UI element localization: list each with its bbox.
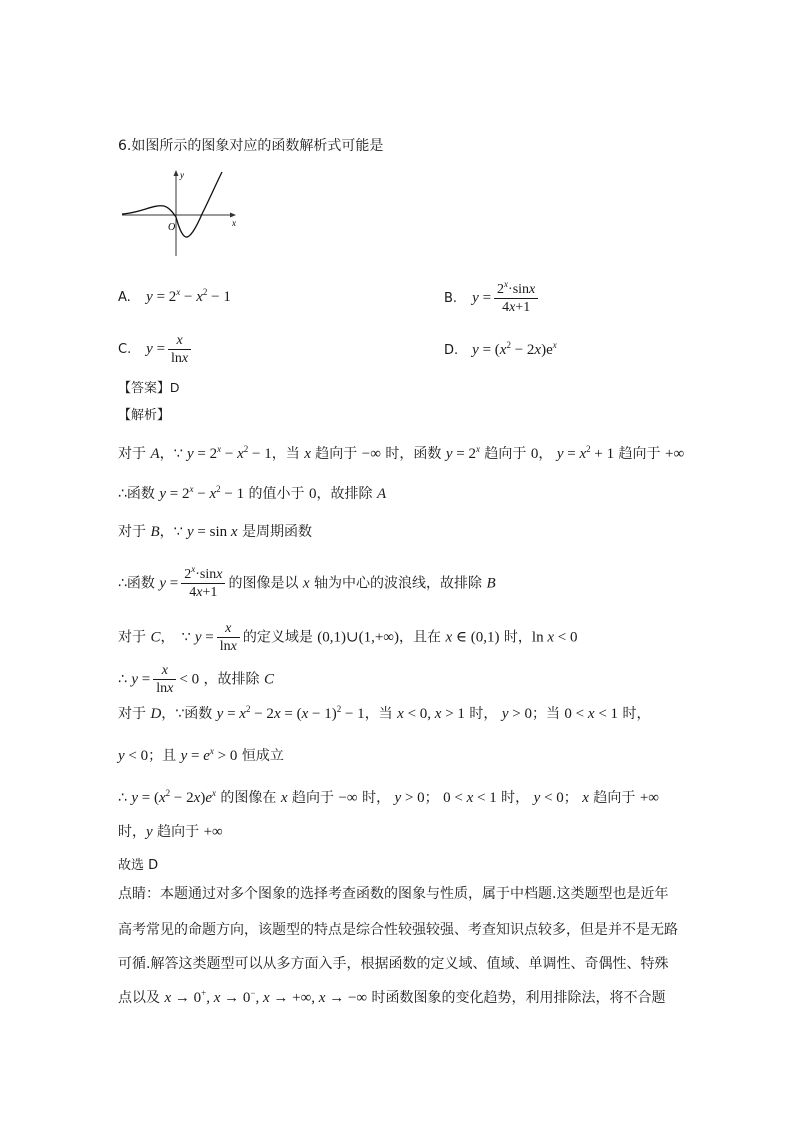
analysis-conclusion: 故选 D [118, 858, 159, 873]
option-d-formula: $y = (x^2 - 2x)e^x$ [472, 340, 557, 358]
answer [118, 378, 179, 399]
analysis-line-d4: 时，y 趋向于 +∞ [118, 824, 223, 840]
origin-label: O [168, 222, 176, 233]
y-axis-label: y [180, 170, 184, 180]
analysis-line-c1: 对于 C， ∵ y = $\frac{x}{\ln x}$ 的定义域是 (0,1)∪(1,+∞)，且在 x ∈ (0,1) 时，ln x < 0 [118, 621, 578, 654]
y-axis-arrow [174, 170, 179, 176]
option-a-formula: $y = 2^x - x^2 - 1$ [146, 287, 231, 305]
x-axis-label: x [232, 218, 236, 228]
option-a-label: A. [118, 290, 131, 305]
analysis-line-d3: ∴ $y = (x^2 - 2x)e^x$ 的图像在 x 趋向于 −∞ 时， y > 0； 0 < x < 1 时， y < 0； x 趋向于 +∞ [118, 788, 659, 806]
analysis-line-d1: 对于 D，∵函数 $y = x^2 - 2x = (x - 1)^2 - 1$，当 x < 0, x > 1 时， y > 0；当 0 < x < 1 时， [118, 704, 651, 722]
analysis-line-a2: ∴函数 $y = 2^x - x^2 - 1$ 的值小于 0，故排除 A [118, 484, 387, 502]
option-c [118, 332, 194, 367]
comment-line-3: 可循.解答这类题型可以从多方面入手，根据函数的定义域、值域、单调性、奇偶性、特殊 [118, 956, 669, 972]
analysis-line-c2: ∴ y = $\frac{x}{\ln x}$ < 0 ，故排除 C [118, 663, 274, 696]
analysis-line-b1: 对于 B，∵ y = sin x 是周期函数 [118, 524, 312, 540]
option-c-label: C. [118, 341, 132, 357]
analysis-tag: 【解析】 [118, 408, 171, 423]
option-b [444, 281, 541, 316]
answer-tag: 【答案】 [118, 381, 171, 396]
question-title: 6.如图所示的图象对应的函数解析式可能是 [118, 138, 384, 154]
option-d [444, 340, 557, 361]
x-axis-arrow [230, 213, 236, 218]
analysis-line-b2: ∴函数 y = $\frac{2^x\cdot\sin x}{4x+1}$ 的图像是以 x 轴为中心的波浪线，故排除 B [118, 564, 496, 600]
analysis-line-a1: 对于 A，∵ $y = 2^x - x^2 - 1$，当 x 趋向于 −∞ 时，函数 $y = 2^x$ 趋向于 0， $y = x^2 + 1$ 趋向于 +∞ [118, 444, 685, 462]
comment-line-4: 点以及 x → 0+, x → 0−, x → +∞, x → −∞ 时函数图象的变化趋势，利用排除法，将不合题 [118, 988, 666, 1006]
option-d-label: D. [444, 343, 459, 358]
comment-line-2: 高考常见的命题方向，该题型的特点是综合性较强较强、考查知识点较多，但是并不是无路 [118, 922, 678, 938]
option-c-formula: y = $\frac{x}{\ln x}$ [146, 341, 194, 357]
option-b-label: B. [444, 290, 458, 306]
option-a [118, 287, 231, 308]
comment-line-1: 点睛：本题通过对多个图象的选择考查函数的图象与性质，属于中档题.这类题型也是近年 [118, 886, 669, 902]
analysis-line-d2: y < 0；且 $y = e^x > 0$ 恒成立 [118, 746, 284, 764]
function-graph [118, 168, 248, 260]
option-b-formula: y = $\frac{2^x\cdot\sin x}{4x+1}$ [472, 290, 541, 306]
answer-value: D [170, 380, 180, 395]
